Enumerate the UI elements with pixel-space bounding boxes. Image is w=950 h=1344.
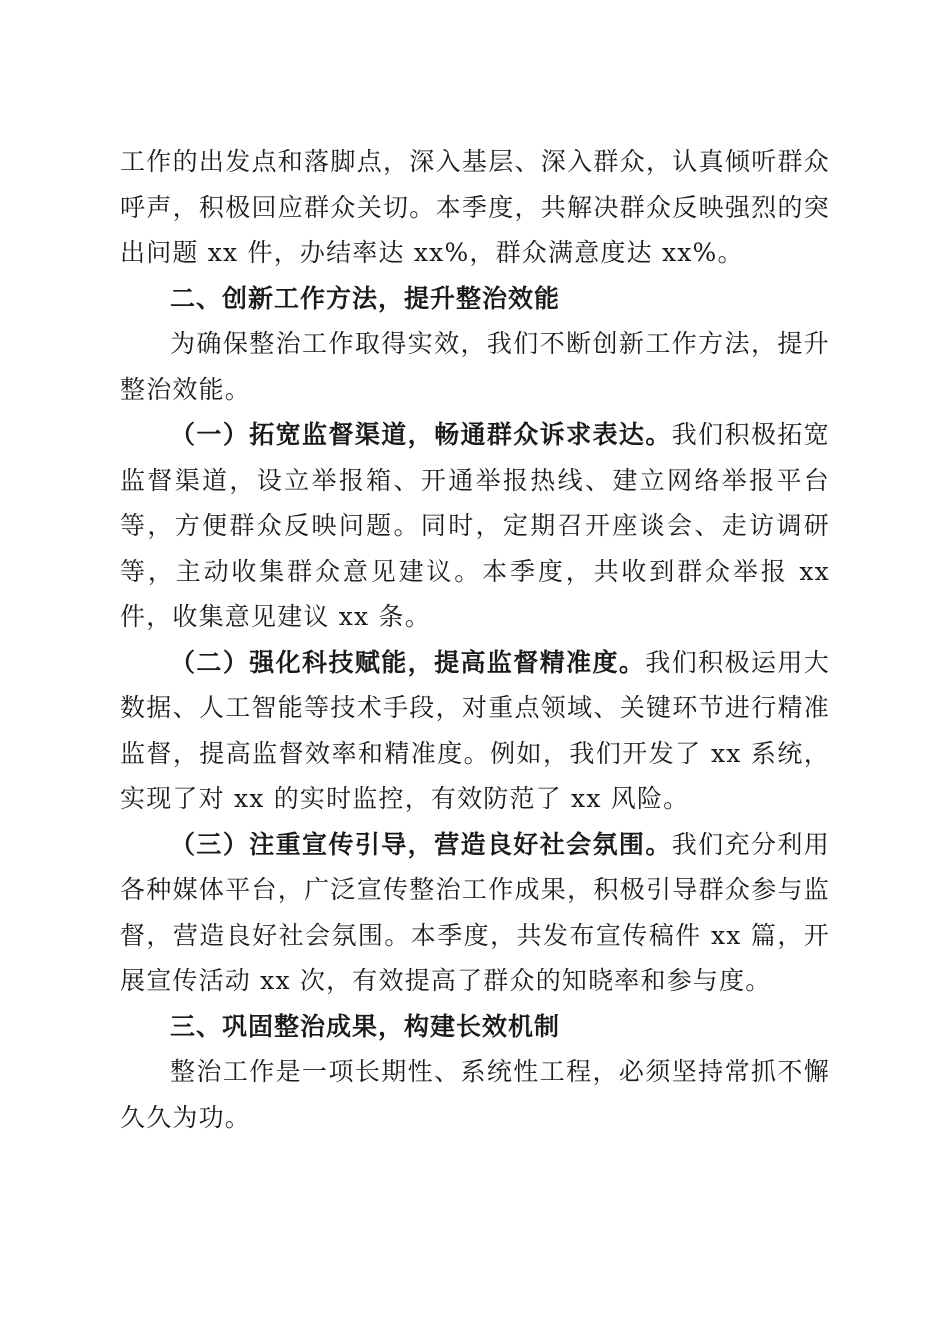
item-3-body: 我们充分利用各种媒体平台，广泛宣传整治工作成果，积极引导群众参与监督，营造良好社会氛围。本季度，共发布宣传稿件 xx 篇，开展宣传活动 xx 次，有效提高了群众的知晓率和参与度。 xyxy=(120,829,830,995)
section-2-intro: 为确保整治工作取得实效，我们不断创新工作方法，提升整治效能。 xyxy=(120,329,830,404)
item-2-body: 我们积极运用大数据、人工智能等技术手段，对重点领域、关键环节进行精准监督，提高监督效率和精准度。例如，我们开发了 xx 系统，实现了对 xx 的实时监控，有效防范了 xx 风险。 xyxy=(120,647,830,813)
section-2-item-3 xyxy=(120,822,830,1004)
item-1-lead: （一）拓宽监督渠道，畅通群众诉求表达。 xyxy=(170,420,672,449)
section-3-heading: 三、巩固整治成果，构建长效机制 xyxy=(170,1011,561,1041)
item-1-body: 我们积极拓宽监督渠道，设立举报箱、开通举报热线、建立网络举报平台等，方便群众反映问题。同时，定期召开座谈会、走访调研等，主动收集群众意见建议。本季度，共收到群众举报 xx 件，收集意见建议 xx 条。 xyxy=(120,420,830,631)
section-2-item-2 xyxy=(120,640,830,822)
intro-paragraph: 工作的出发点和落脚点，深入基层、深入群众，认真倾听群众呼声，积极回应群众关切。本季度，共解决群众反映强烈的突出问题 xx 件，办结率达 xx%，群众满意度达 xx%。 xyxy=(120,147,830,267)
document-page xyxy=(120,139,830,1140)
section-2-heading: 二、创新工作方法，提升整治效能 xyxy=(170,283,561,313)
item-2-lead: （二）强化科技赋能，提高监督精准度。 xyxy=(170,647,646,677)
section-2-item-1 xyxy=(120,412,830,640)
section-3-intro: 整治工作是一项长期性、系统性工程，必须坚持常抓不懈久久为功。 xyxy=(120,1057,830,1132)
item-3-lead: （三）注重宣传引导，营造良好社会氛围。 xyxy=(170,829,672,859)
